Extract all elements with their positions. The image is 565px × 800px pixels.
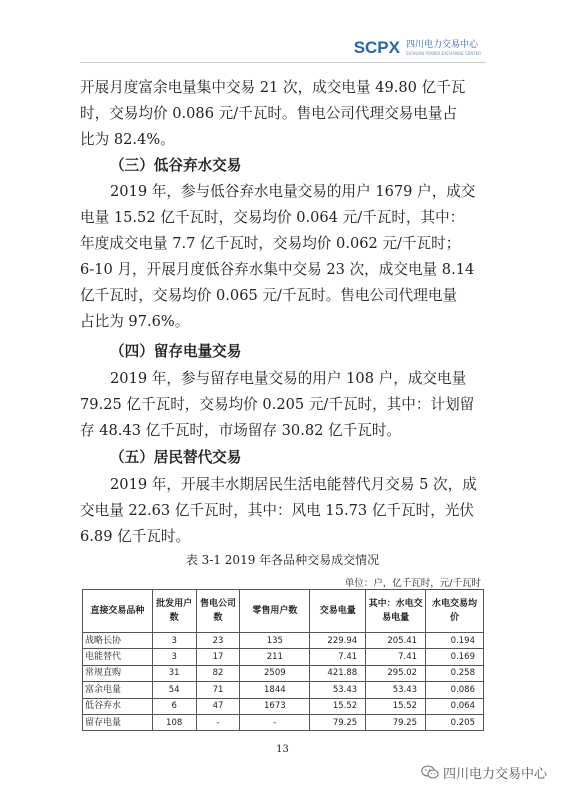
text-line: 时，交易均价 0.086 元/千瓦时。售电公司代理交易电量占 [80,105,458,122]
table-cell: 0.169 [426,649,484,665]
text-line: 存 48.43 亿千瓦时，市场留存 30.82 亿千瓦时。 [80,422,402,439]
paragraph-surplus [80,75,486,153]
table-cell: 54 [152,682,196,698]
table-cell: 0.205 [426,714,484,730]
table-cell: 47 [196,698,240,714]
table-cell: - [196,714,240,730]
text-line: 2019 年，参与低谷弃水电量交易的用户 1679 户，成交 [110,183,476,200]
table-cell: 3 [152,649,196,665]
table-cell: 1844 [240,682,310,698]
wechat-icon [421,765,439,780]
table-cell: 2509 [240,665,310,681]
table-cell: 17 [196,649,240,665]
table-header-row [83,590,484,633]
table-row [83,714,484,730]
header-cell: 售电公司数 [196,590,240,633]
table-cell: 79.25 [310,714,366,730]
table-cell: - [240,714,310,730]
paragraph-retained [80,366,486,444]
table-cell: 1673 [240,698,310,714]
text-line: 亿千瓦时，交易均价 0.065 元/千瓦时。售电公司代理电量 [80,287,458,304]
header-cell: 批发用户数 [152,590,196,633]
text-line: 年度成交电量 7.7 亿千瓦时，交易均价 0.062 元/千瓦时； [80,235,461,252]
table-cell: 常规直购 [83,665,153,681]
table-cell: 82 [196,665,240,681]
text-line: 6.89 亿千瓦时。 [80,528,191,545]
table-cell: 295.02 [366,665,426,681]
table-cell: 15.52 [310,698,366,714]
header-cell: 零售用户数 [240,590,310,633]
text-line: 比为 82.4%。 [80,131,175,148]
table-unit: 单位：户，亿千瓦时，元/千瓦时 [344,578,481,589]
wechat-account-name: 四川电力交易中心 [442,767,547,782]
table-row [83,698,484,714]
text-line: 6-10 月，开展月度低谷弃水集中交易 23 次，成交电量 8.14 [80,261,475,278]
section-heading-3 [80,153,486,179]
table-cell: 0.258 [426,665,484,681]
header-divider [80,62,486,63]
table-row [83,682,484,698]
table-cell: 31 [152,665,196,681]
text-line: 占比为 97.6%。 [80,313,190,330]
text-line: 2019 年，开展丰水期居民生活电能替代月交易 5 次，成 [110,476,477,493]
logo-cn: 四川电力交易中心 [405,39,478,50]
paragraph-offpeak [80,179,486,335]
header-cell: 其中：水电交易电量 [366,590,426,633]
table-cell: 53.43 [366,682,426,698]
table-cell: 6 [152,698,196,714]
text-line: 电量 15.52 亿千瓦时，交易均价 0.064 元/千瓦时，其中： [80,209,465,226]
table-cell: 0.086 [426,682,484,698]
page-number: 13 [276,744,289,755]
table-cell: 低谷弃水 [83,698,153,714]
table-cell: 205.41 [366,633,426,649]
header-cell: 直接交易品种 [83,590,153,633]
section-heading-4 [80,339,486,365]
logo-en: SICHUAN POWER EXCHANGE CENTER [405,50,481,56]
table-cell: 留存电量 [83,714,153,730]
table-cell: 79.25 [366,714,426,730]
heading-text: （三）低谷弃水交易 [110,157,242,174]
table-row [83,649,484,665]
table-cell: 421.88 [310,665,366,681]
section-heading-5 [80,445,486,471]
table-cell: 53.43 [310,682,366,698]
logo-mark: SCPX [353,38,400,57]
table-row [83,633,484,649]
header-cell: 交易电量 [310,590,366,633]
heading-text: （五）居民替代交易 [110,449,242,466]
table-cell: 电能替代 [83,649,153,665]
table-cell: 71 [196,682,240,698]
table-cell: 229.94 [310,633,366,649]
table-cell: 7.41 [366,649,426,665]
table-cell: 211 [240,649,310,665]
table-cell: 3 [152,633,196,649]
text-line: 开展月度富余电量集中交易 21 次，成交电量 49.80 亿千瓦 [80,79,466,96]
trade-summary-table [82,589,484,731]
table-cell: 战略长协 [83,633,153,649]
text-line: 交电量 22.63 亿千瓦时，其中：风电 15.73 亿千瓦时，光伏 [80,502,474,519]
heading-text: （四）留存电量交易 [110,343,242,360]
paragraph-residential [80,472,486,550]
logo-text [406,41,481,56]
text-line: 2019 年，参与留存电量交易的用户 108 户，成交电量 [110,370,467,387]
header-cell: 水电交易均价 [426,590,484,633]
table-row [83,665,484,681]
table-cell: 15.52 [366,698,426,714]
text-line: 79.25 亿千瓦时，交易均价 0.205 元/千瓦时，其中：计划留 [80,396,475,413]
table-cell: 富余电量 [83,682,153,698]
table-cell: 108 [152,714,196,730]
table-cell: 7.41 [310,649,366,665]
table-cell: 23 [196,633,240,649]
table-cell: 135 [240,633,310,649]
table-cell: 0.194 [426,633,484,649]
header-logo [354,38,481,58]
table-caption: 表 3-1 2019 年各品种交易成交情况 [185,553,380,567]
table-cell: 0.064 [426,698,484,714]
wechat-watermark [421,763,547,782]
